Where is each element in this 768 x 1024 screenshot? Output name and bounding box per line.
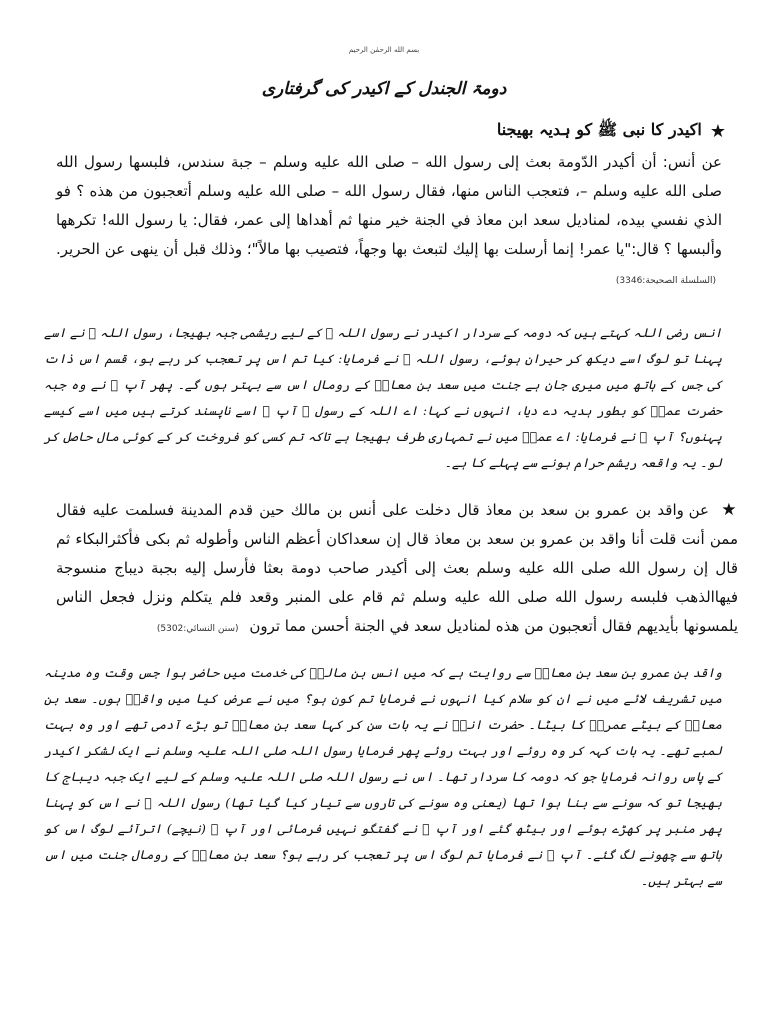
- arabic-hadith-1-text: عن أنس: أن أكيدر الدّومة بعث إلى رسول الله – صلى الله عليه وسلم – جبة سندس، فلبسها رسول الله صلى الله عليه وسلم –، فتعجب الناس منها، فقال رسول الله – صلى الله عليه وسلم أتعجبون من هذه ؟ فو الذي نفسي بيده، لمناديل سعد ابن معاذ في الجنة خير منها ثم أهداها إلى عمر، فقال: يا رسول الله! تكرهها وألبسها ؟ قال:"يا عمر! إنما أرسلت بها إليك لتبعث بها وجهاً، فتصيب بها مالاً"؛ وذلك قبل أن ينهى عن الحرير.: [56, 153, 722, 258]
- urdu-translation-1: انس رضی اللہ کہتے ہیں کہ دومہ کے سردار اکیدر نے رسول اللہ ﷺ کے لیے ریشمی جبہ بھیجا، رسول اللہ ﷺ نے اسے پہنا تو لوگ اسے دیکھ کر حیران ہوئے، رسول اللہ ﷺ نے فرمایا: کیا تم اس پر تعجب کر رہے ہو، قسم اس ذات کی جس کے ہاتھ میں میری جان ہے جنت میں سعد بن معاذؓ کے رومال اس سے بہتر ہوں گے۔ پھر آپ ﷺ نے وہ جبہ حضرت عمرؓ کو بطور ہدیہ دے دیا، انہوں نے کہا: اے اللہ کے رسول ﷺ آپ ﷺ اسے ناپسند کرتے ہیں میں اسے کیسے پہنوں؟ آپ ﷺ نے فرمایا: اے عمرؓ میں نے تمہاری طرف بھیجا ہے تاکہ تم کسی کو فروخت کر کے کوئی مال حاصل کر لو۔ یہ واقعہ ریشم حرام ہونے سے پہلے کا ہے۔: [44, 325, 722, 470]
- star-icon: ★: [721, 500, 738, 520]
- arabic-hadith-2: [56, 496, 738, 644]
- urdu-translation-2: واقد بن عمرو بن سعد بن معاذؓ سے روایت ہے کہ میں انس بن مالکؓ کی خدمت میں حاضر ہوا جس وقت وہ مدینہ میں تشریف لائے میں نے ان کو سلام کیا انہوں نے فرمایا تم کون ہو؟ میں نے عرض کیا میں واقدؓ ہوں۔ سعد بن معاذؓ کے بیٹے عمروؓ کا بیٹا۔ حضرت انسؓ نے یہ بات سن کر کہا سعد بن معاذؓ تو بڑے آدمی تھے اور وہ بہت لمبے تھے۔ یہ بات کہہ کر وہ روئے اور بہت روئے پھر فرمایا رسول اللہ صلی اللہ علیہ وسلم نے ایک لشکر اکیدر کے پاس روانہ فرمایا جو کہ دومہ کا سردار تھا۔ اس نے رسول اللہ صلی اللہ علیہ وسلم کے لیے ایک جبہ دیباج کا بھیجا تو کہ سونے سے بنا ہوا تھا (یعنی وہ سونے کی تاروں سے تیار کیا گیا تھا) رسول اللہ ﷺ نے اس کو پہنا پھر منبر پر کھڑے ہوئے اور بیٹھ گئے اور آپ ﷺ نے گفتگو نہیں فرمائی اور آپ ﷺ (نیچے) اترآئے لوگ اس کو ہاتھ سے چھونے لگ گئے۔ آپ ﷺ نے فرمایا تم لوگ اس پر تعجب کر رہے ہو؟ سعد بن معاذؓ کے رومال جنت میں اس سے بہتر ہیں۔: [44, 665, 722, 888]
- hadith-2-reference: (سنن النسائي:5302): [156, 624, 239, 634]
- arabic-hadith-2-text: عن واقد بن عمرو بن سعد بن معاذ قال دخلت على أنس بن مالك حين قدم المدينة فسلمت عليه فقال ممن أنت قلت أنا واقد بن عمرو بن سعد بن معاذ قال إن سعداكان أعظم الناس وأطوله ثم بكى فأكثرالبكاء ثم قال إن رسول الله صلى الله عليه وسلم بعث إلى أكيدر صاحب دومة بعثا فأرسل إليه بجبة ديباج منسوجة فيهاالذهب فلبسه رسول الله صلى الله عليه وسلم ثم قام على المنبر وقعد فلم يتكلم ونزل فجعل الناس يلمسونها بأيديهم فقال أتعجبون من هذه لمناديل سعد في الجنة أحسن مما ترون: [56, 501, 738, 635]
- bismillah-text: بسم الله الرحمٰن الرحيم: [348, 46, 420, 54]
- section-heading-text: اکیدر کا نبی ﷺ کو ہدیہ بھیجنا: [496, 120, 702, 139]
- arabic-hadith-1: [56, 148, 722, 296]
- section-heading: [60, 120, 726, 143]
- star-icon: ★: [709, 121, 726, 142]
- hadith-1-reference: (السلسلة الصحيحة:3346): [615, 276, 716, 286]
- page-title: دومۃ الجندل کے اکیدر کی گرفتاری: [261, 79, 507, 99]
